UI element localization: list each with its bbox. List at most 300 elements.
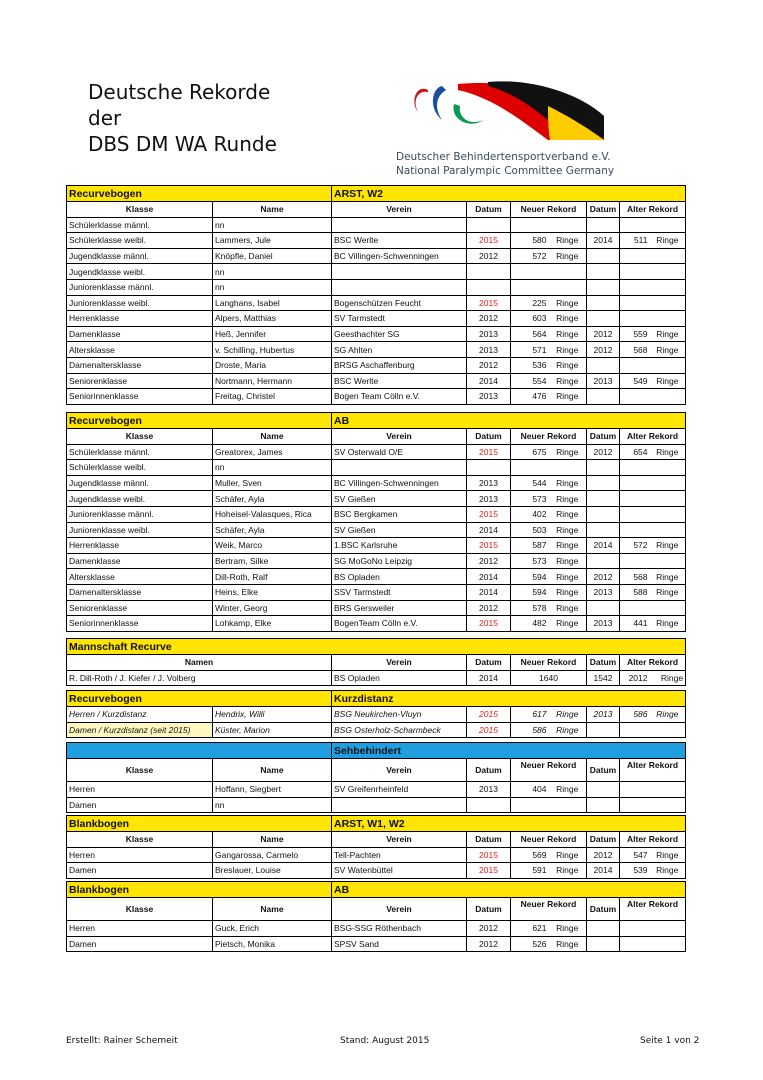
- col-verein: Verein: [332, 898, 467, 921]
- cell-alter-rekord-unit: [650, 295, 686, 311]
- cell-verein: SV Gießen: [332, 491, 467, 507]
- cell-neuer-rekord: [511, 279, 549, 295]
- cell-verein: SG Ahlten: [332, 342, 467, 358]
- cell-alter-rekord-unit: Ringe: [650, 326, 686, 342]
- section-header: [67, 882, 686, 898]
- cell-neuer-rekord-unit: Ringe: [549, 389, 587, 405]
- cell-name: Hoheisel-Valasques, Rica: [213, 506, 332, 522]
- cell-verein: [332, 460, 467, 476]
- table-row: [67, 670, 686, 686]
- cell-alter-rekord-unit: [650, 921, 686, 937]
- cell-alter-rekord-unit: Ringe: [650, 616, 686, 632]
- cell-name: Guck, Erich: [213, 921, 332, 937]
- cell-datum-alt: [587, 460, 620, 476]
- cell-neuer-rekord-unit: Ringe: [549, 373, 587, 389]
- cell-datum: 2013: [467, 389, 511, 405]
- cell-alter-rekord-unit: Ringe: [650, 444, 686, 460]
- cell-neuer-rekord-unit: [549, 797, 587, 813]
- records-table-team-recurve: [66, 638, 686, 686]
- cell-neuer-rekord: 225: [511, 295, 549, 311]
- table-row: [67, 722, 686, 738]
- cell-datum-alt: [587, 522, 620, 538]
- cell-neuer-rekord: 571: [511, 342, 549, 358]
- cell-verein: SPSV Sand: [332, 936, 467, 952]
- cell-alter-rekord-unit: [650, 389, 686, 405]
- cell-klasse: Jugendklasse weibl.: [67, 264, 213, 280]
- table-row: [67, 847, 686, 863]
- cell-verein: BS Opladen: [332, 569, 467, 585]
- cell-verein: [332, 264, 467, 280]
- section-header: [67, 691, 686, 707]
- cell-alter-rekord-unit: [650, 311, 686, 327]
- cell-neuer-rekord: 573: [511, 491, 549, 507]
- cell-datum-alt: [587, 491, 620, 507]
- cell-neuer-rekord-unit: Ringe: [549, 295, 587, 311]
- col-neuer-rekord: Neuer Rekord: [511, 202, 587, 218]
- cell-klasse: Seniorinnenklasse: [67, 616, 213, 632]
- cell-datum: 2015: [467, 233, 511, 249]
- cell-datum: 2015: [467, 863, 511, 879]
- cell-klasse: Juniorenklasse weibl.: [67, 295, 213, 311]
- cell-name: Greatorex, James: [213, 444, 332, 460]
- cell-neuer-rekord-unit: Ringe: [549, 357, 587, 373]
- table-row: [67, 217, 686, 233]
- col-verein: Verein: [332, 429, 467, 445]
- cell-verein: BSC Werlte: [332, 373, 467, 389]
- cell-alter-rekord: [620, 491, 650, 507]
- cell-neuer-rekord: 603: [511, 311, 549, 327]
- cell-klasse: Jugendklasse männl.: [67, 475, 213, 491]
- cell-name: Nortmann, Hermann: [213, 373, 332, 389]
- cell-neuer-rekord: 544: [511, 475, 549, 491]
- cell-datum: 2013: [467, 475, 511, 491]
- cell-datum-alt: [587, 553, 620, 569]
- cell-datum-alt: [587, 217, 620, 233]
- cell-neuer-rekord-unit: Ringe: [549, 921, 587, 937]
- cell-neuer-rekord: 587: [511, 538, 549, 554]
- cell-klasse: Seniorenklasse: [67, 373, 213, 389]
- cell-name: Schäfer, Ayla: [213, 491, 332, 507]
- cell-neuer-rekord: 594: [511, 569, 549, 585]
- cell-datum: 2015: [467, 616, 511, 632]
- cell-neuer-rekord-unit: Ringe: [549, 248, 587, 264]
- cell-verein: SV Greifenrheinfeld: [332, 782, 467, 798]
- table-row: [67, 569, 686, 585]
- col-name: Name: [213, 832, 332, 848]
- col-verein: Verein: [332, 202, 467, 218]
- section-header: [67, 816, 686, 832]
- table-row: [67, 491, 686, 507]
- cell-alter-rekord-unit: [650, 460, 686, 476]
- cell-datum: 2015: [467, 707, 511, 723]
- cell-alter-rekord-unit: [650, 722, 686, 738]
- cell-klasse: Damen: [67, 797, 213, 813]
- cell-datum: 2015: [467, 295, 511, 311]
- table-row: [67, 522, 686, 538]
- cell-neuer-rekord: 526: [511, 936, 549, 952]
- team-datum: 2014: [467, 670, 511, 686]
- cell-datum-alt: [587, 797, 620, 813]
- col-datum-alt: Datum: [587, 655, 620, 671]
- cell-name: Langhans, Isabel: [213, 295, 332, 311]
- col-klasse: Klasse: [67, 429, 213, 445]
- footer-page: Seite 1 von 2: [640, 1036, 700, 1046]
- team-neuer-rekord: 1640: [511, 670, 587, 686]
- cell-klasse: Herrenklasse: [67, 311, 213, 327]
- section-header: [67, 743, 686, 759]
- cell-neuer-rekord-unit: Ringe: [549, 522, 587, 538]
- table-row: [67, 444, 686, 460]
- col-datum: Datum: [467, 202, 511, 218]
- column-header-row: [67, 429, 686, 445]
- cell-datum: 2013: [467, 342, 511, 358]
- cell-datum-alt: [587, 921, 620, 937]
- table-row: [67, 921, 686, 937]
- cell-alter-rekord-unit: [650, 797, 686, 813]
- cell-alter-rekord: [620, 553, 650, 569]
- cell-alter-rekord: 572: [620, 538, 650, 554]
- table-row: [67, 233, 686, 249]
- cell-verein: BC Villingen-Schwenningen: [332, 248, 467, 264]
- records-table-recurve-arst: [66, 185, 686, 405]
- cell-datum: 2015: [467, 444, 511, 460]
- cell-name: Breslauer, Louise: [213, 863, 332, 879]
- cell-alter-rekord: [620, 600, 650, 616]
- title-line-2: der: [88, 106, 122, 130]
- cell-klasse: Damen / Kurzdistanz (seit 2015): [67, 722, 213, 738]
- cell-alter-rekord: [620, 389, 650, 405]
- cell-datum-alt: [587, 782, 620, 798]
- cell-klasse: Juniorenklasse weibl.: [67, 522, 213, 538]
- cell-verein: BSC Bergkamen: [332, 506, 467, 522]
- dbs-logo: [396, 78, 615, 182]
- cell-neuer-rekord: [511, 460, 549, 476]
- cell-alter-rekord: 539: [620, 863, 650, 879]
- cell-verein: BRS Gersweiler: [332, 600, 467, 616]
- cell-neuer-rekord: 404: [511, 782, 549, 798]
- cell-klasse: Herren / Kurzdistanz: [67, 707, 213, 723]
- cell-name: nn: [213, 797, 332, 813]
- cell-alter-rekord: 654: [620, 444, 650, 460]
- cell-verein: SV Tarmstedt: [332, 311, 467, 327]
- table-row: [67, 279, 686, 295]
- cell-alter-rekord: [620, 506, 650, 522]
- col-klasse: Klasse: [67, 832, 213, 848]
- section-header: [67, 413, 686, 429]
- records-table-sehbehindert: [66, 742, 686, 813]
- cell-datum: 2014: [467, 569, 511, 585]
- cell-name: v. Schilling, Hubertus: [213, 342, 332, 358]
- cell-alter-rekord: [620, 264, 650, 280]
- column-header-row: [67, 759, 686, 782]
- cell-datum: [467, 217, 511, 233]
- col-klasse: Klasse: [67, 759, 213, 782]
- cell-neuer-rekord-unit: Ringe: [549, 569, 587, 585]
- table-row: [67, 264, 686, 280]
- cell-neuer-rekord: 402: [511, 506, 549, 522]
- cell-name: Knöpfle, Daniel: [213, 248, 332, 264]
- cell-datum: [467, 460, 511, 476]
- col-datum: Datum: [467, 655, 511, 671]
- cell-datum: [467, 279, 511, 295]
- cell-alter-rekord-unit: [650, 600, 686, 616]
- cell-name: Dill-Roth, Ralf: [213, 569, 332, 585]
- records-table-recurve-ab: [66, 412, 686, 632]
- cell-alter-rekord-unit: [650, 217, 686, 233]
- cell-alter-rekord: [620, 522, 650, 538]
- cell-klasse: Altersklasse: [67, 569, 213, 585]
- cell-alter-rekord-unit: Ringe: [650, 538, 686, 554]
- cell-alter-rekord-unit: [650, 264, 686, 280]
- cell-datum-alt: 2012: [587, 847, 620, 863]
- section-header: [67, 186, 686, 202]
- cell-neuer-rekord-unit: Ringe: [549, 847, 587, 863]
- cell-datum: 2012: [467, 600, 511, 616]
- table-row: [67, 553, 686, 569]
- cell-alter-rekord-unit: Ringe: [650, 569, 686, 585]
- cell-neuer-rekord: 554: [511, 373, 549, 389]
- section-title: Recurvebogen: [67, 186, 332, 202]
- cell-neuer-rekord-unit: [549, 460, 587, 476]
- cell-neuer-rekord: [511, 264, 549, 280]
- cell-name: Heins, Elke: [213, 584, 332, 600]
- cell-name: Bertram, Silke: [213, 553, 332, 569]
- cell-alter-rekord-unit: [650, 506, 686, 522]
- team-unit: Ringe: [650, 670, 686, 686]
- records-table-kurzdistanz: [66, 690, 686, 738]
- footer-author: Erstellt: Rainer Schemeit: [66, 1036, 178, 1046]
- cell-alter-rekord-unit: [650, 936, 686, 952]
- column-header-row: [67, 832, 686, 848]
- cell-neuer-rekord: 572: [511, 248, 549, 264]
- cell-datum-alt: [587, 264, 620, 280]
- table-row: [67, 584, 686, 600]
- table-row: [67, 342, 686, 358]
- section-title: Recurvebogen: [67, 691, 332, 707]
- column-header-row: [67, 202, 686, 218]
- cell-alter-rekord-unit: [650, 522, 686, 538]
- logo-text-line-2: National Paralympic Committee Germany: [396, 165, 615, 177]
- cell-datum-alt: 2014: [587, 538, 620, 554]
- cell-datum: 2015: [467, 847, 511, 863]
- column-header-row: [67, 655, 686, 671]
- cell-verein: SV Gießen: [332, 522, 467, 538]
- cell-datum: [467, 797, 511, 813]
- cell-neuer-rekord: 482: [511, 616, 549, 632]
- cell-datum: 2012: [467, 553, 511, 569]
- col-datum-alt: Datum: [587, 759, 620, 782]
- cell-datum-alt: [587, 475, 620, 491]
- cell-alter-rekord-unit: [650, 553, 686, 569]
- col-datum: Datum: [467, 759, 511, 782]
- cell-neuer-rekord-unit: Ringe: [549, 616, 587, 632]
- col-neuer-rekord: Neuer Rekord: [511, 832, 587, 848]
- col-klasse: Klasse: [67, 202, 213, 218]
- cell-klasse: Seniorinnenklasse: [67, 389, 213, 405]
- cell-verein: BSG Neukirchen-Vluyn: [332, 707, 467, 723]
- cell-verein: 1.BSC Karlsruhe: [332, 538, 467, 554]
- table-row: [67, 782, 686, 798]
- cell-klasse: Damen: [67, 936, 213, 952]
- col-datum: Datum: [467, 898, 511, 921]
- cell-datum-alt: [587, 506, 620, 522]
- col-neuer-rekord: Neuer Rekord: [511, 429, 587, 445]
- cell-name: nn: [213, 217, 332, 233]
- cell-datum: 2015: [467, 722, 511, 738]
- cell-neuer-rekord: 586: [511, 722, 549, 738]
- team-names: R. Dill-Roth / J. Kiefer / J. Volberg: [67, 670, 332, 686]
- cell-neuer-rekord-unit: Ringe: [549, 506, 587, 522]
- section-title: Recurvebogen: [67, 413, 332, 429]
- cell-klasse: Herrenklasse: [67, 538, 213, 554]
- cell-neuer-rekord: 476: [511, 389, 549, 405]
- cell-klasse: Damenaltersklasse: [67, 357, 213, 373]
- cell-alter-rekord: [620, 782, 650, 798]
- table-row: [67, 506, 686, 522]
- col-datum-alt: Datum: [587, 202, 620, 218]
- cell-datum: 2012: [467, 936, 511, 952]
- cell-datum-alt: 2013: [587, 373, 620, 389]
- cell-neuer-rekord: 503: [511, 522, 549, 538]
- col-alter-rekord: Alter Rekord: [620, 429, 686, 445]
- cell-neuer-rekord: [511, 797, 549, 813]
- cell-klasse: Damen: [67, 863, 213, 879]
- table-row: [67, 295, 686, 311]
- records-table-blank-arst: [66, 815, 686, 879]
- document-title: [88, 79, 277, 157]
- cell-name: Droste, Maria: [213, 357, 332, 373]
- table-row: [67, 616, 686, 632]
- cell-name: Hoffann, Siegbert: [213, 782, 332, 798]
- cell-datum-alt: [587, 279, 620, 295]
- table-row: [67, 600, 686, 616]
- col-alter-rekord: Alter Rekord: [620, 655, 686, 671]
- cell-datum: 2012: [467, 248, 511, 264]
- cell-alter-rekord-unit: Ringe: [650, 342, 686, 358]
- cell-alter-rekord: 588: [620, 584, 650, 600]
- cell-datum-alt: 2012: [587, 444, 620, 460]
- cell-neuer-rekord-unit: Ringe: [549, 444, 587, 460]
- cell-alter-rekord-unit: Ringe: [650, 233, 686, 249]
- cell-datum-alt: [587, 389, 620, 405]
- cell-klasse: Damenklasse: [67, 553, 213, 569]
- cell-neuer-rekord-unit: Ringe: [549, 538, 587, 554]
- cell-alter-rekord: [620, 248, 650, 264]
- col-name: Name: [213, 429, 332, 445]
- cell-datum-alt: [587, 722, 620, 738]
- cell-alter-rekord: [620, 217, 650, 233]
- team-alter-rekord: 2012: [620, 670, 650, 686]
- paralympic-agitos-icon: [398, 78, 604, 144]
- cell-neuer-rekord: 564: [511, 326, 549, 342]
- cell-alter-rekord: 511: [620, 233, 650, 249]
- cell-alter-rekord-unit: Ringe: [650, 863, 686, 879]
- col-datum-alt: Datum: [587, 898, 620, 921]
- cell-neuer-rekord-unit: [549, 217, 587, 233]
- cell-name: Gangarossa, Carmelo: [213, 847, 332, 863]
- cell-verein: SV Watenbüttel: [332, 863, 467, 879]
- cell-verein: Tell-Pachten: [332, 847, 467, 863]
- col-name: Name: [213, 759, 332, 782]
- cell-neuer-rekord: 573: [511, 553, 549, 569]
- cell-datum-alt: 2013: [587, 584, 620, 600]
- col-alter-rekord: Alter Rekord: [620, 832, 686, 848]
- cell-neuer-rekord-unit: Ringe: [549, 936, 587, 952]
- cell-alter-rekord: [620, 295, 650, 311]
- cell-neuer-rekord: 591: [511, 863, 549, 879]
- cell-datum: 2012: [467, 357, 511, 373]
- cell-name: Muller, Sven: [213, 475, 332, 491]
- cell-name: nn: [213, 460, 332, 476]
- cell-alter-rekord: 559: [620, 326, 650, 342]
- col-datum: Datum: [467, 429, 511, 445]
- cell-alter-rekord: 586: [620, 707, 650, 723]
- cell-neuer-rekord: 675: [511, 444, 549, 460]
- cell-neuer-rekord: 580: [511, 233, 549, 249]
- cell-alter-rekord-unit: [650, 782, 686, 798]
- table-row: [67, 936, 686, 952]
- col-alter-rekord: Alter Rekord: [620, 202, 686, 218]
- col-neuer-rekord: Neuer Rekord: [511, 898, 587, 921]
- cell-datum-alt: [587, 311, 620, 327]
- cell-neuer-rekord-unit: Ringe: [549, 584, 587, 600]
- col-name: Name: [213, 898, 332, 921]
- cell-datum-alt: [587, 295, 620, 311]
- cell-neuer-rekord-unit: [549, 264, 587, 280]
- cell-klasse: Jugendklasse weibl.: [67, 491, 213, 507]
- cell-neuer-rekord-unit: Ringe: [549, 553, 587, 569]
- cell-alter-rekord: 568: [620, 569, 650, 585]
- cell-verein: BSC Werlte: [332, 233, 467, 249]
- cell-name: Lammers, Jule: [213, 233, 332, 249]
- table-row: [67, 707, 686, 723]
- section-title: Mannschaft Recurve: [67, 639, 686, 655]
- cell-alter-rekord-unit: Ringe: [650, 707, 686, 723]
- records-table-blank-ab: [66, 881, 686, 952]
- cell-neuer-rekord-unit: Ringe: [549, 722, 587, 738]
- cell-neuer-rekord: 621: [511, 921, 549, 937]
- cell-klasse: Damenaltersklasse: [67, 584, 213, 600]
- col-namen: Namen: [67, 655, 332, 671]
- cell-name: Heß, Jennifer: [213, 326, 332, 342]
- cell-verein: [332, 797, 467, 813]
- cell-datum: 2015: [467, 506, 511, 522]
- cell-alter-rekord: 441: [620, 616, 650, 632]
- cell-verein: BSG-SSG Röthenbach: [332, 921, 467, 937]
- col-datum-alt: Datum: [587, 429, 620, 445]
- col-name: Name: [213, 202, 332, 218]
- cell-verein: Bogen Team Cölln e.V.: [332, 389, 467, 405]
- cell-datum: 2013: [467, 782, 511, 798]
- cell-klasse: Herren: [67, 847, 213, 863]
- cell-datum: 2013: [467, 491, 511, 507]
- cell-name: Pietsch, Monika: [213, 936, 332, 952]
- cell-alter-rekord-unit: Ringe: [650, 847, 686, 863]
- cell-verein: SSV Tarmstedt: [332, 584, 467, 600]
- col-neuer-rekord: Neuer Rekord: [511, 655, 587, 671]
- cell-datum: 2015: [467, 538, 511, 554]
- cell-klasse: Juniorenklasse männl.: [67, 279, 213, 295]
- cell-verein: SG MoGoNo Leipzig: [332, 553, 467, 569]
- logo-text-line-1: Deutscher Behindertensportverband e.V.: [396, 151, 611, 163]
- col-alter-rekord: Alter Rekord: [620, 898, 686, 921]
- cell-alter-rekord-unit: [650, 357, 686, 373]
- cell-alter-rekord: 549: [620, 373, 650, 389]
- cell-name: nn: [213, 264, 332, 280]
- cell-klasse: Altersklasse: [67, 342, 213, 358]
- cell-neuer-rekord: 578: [511, 600, 549, 616]
- cell-alter-rekord: [620, 460, 650, 476]
